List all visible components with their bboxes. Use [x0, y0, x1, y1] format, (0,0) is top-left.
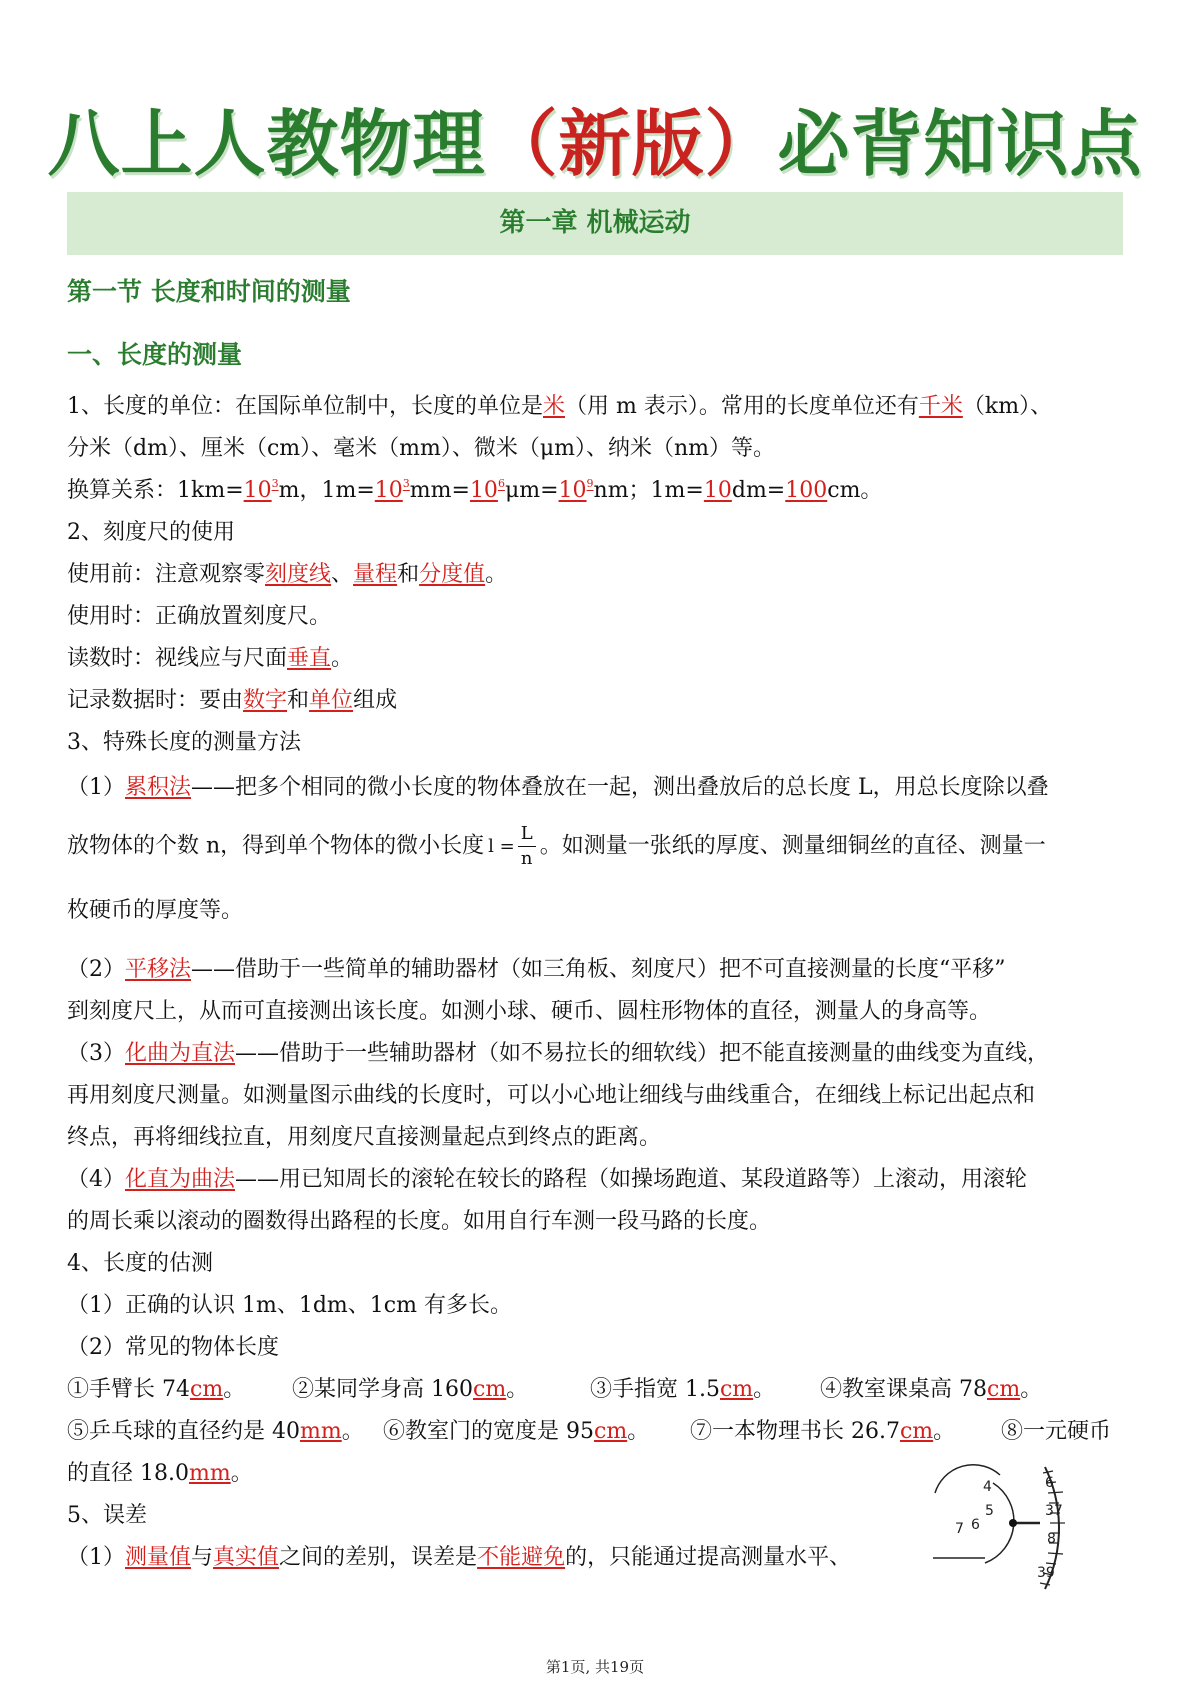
- dial-pivot: [1009, 1519, 1017, 1527]
- formula-l-over-n: l = $\frac{L}{n}$: [488, 822, 536, 871]
- ruler-during: 使用时：正确放置刻度尺。: [67, 604, 332, 629]
- svg-text:8: 8: [1047, 1531, 1056, 1547]
- subsection-heading: 一、长度的测量: [67, 340, 243, 369]
- ruler-title: 2、刻度尺的使用: [67, 520, 235, 545]
- svg-text:6: 6: [971, 1517, 980, 1533]
- paragraph-units: 1、长度的单位：在国际单位制中，长度的单位是米（用 m 表示）。常用的长度单位还有千米（km）、: [67, 394, 1053, 419]
- estimate-s2: （2）常见的物体长度: [67, 1335, 279, 1360]
- svg-text:5: 5: [985, 1503, 994, 1519]
- method-1-end: 枚硬币的厚度等。: [67, 898, 244, 923]
- estimate-item-3: ③手指宽 1.5cm。: [590, 1377, 776, 1402]
- estimate-item-6: ⑥教室门的宽度是 95cm。: [383, 1419, 650, 1444]
- estimate-item-2: ②某同学身高 160cm。: [292, 1377, 529, 1402]
- estimate-item-1: ①手臂长 74cm。: [67, 1377, 246, 1402]
- dial-inner-labels: [955, 1479, 994, 1537]
- method-2-cont: 到刻度尺上，从而可直接测出该长度。如测小球、硬币、圆柱形物体的直径，测量人的身高等。: [67, 999, 992, 1024]
- document-title: 八上人教物理（新版）必背知识点: [47, 102, 1143, 186]
- stopwatch-dial-image: [925, 1463, 1105, 1593]
- method-4: （4）化直为曲法——用已知周长的滚轮在较长的路程（如操场跑道、某段道路等）上滚动，用滚轮: [67, 1167, 1028, 1192]
- svg-text:7: 7: [955, 1521, 964, 1537]
- estimate-item-5: ⑤乒乓球的直径约是 40mm。: [67, 1419, 364, 1444]
- conversion-line: 换算关系：$1km=10^3m$，$1m=10^3mm=10^6\mu m=10^9nm$；1m=10dm=100cm。: [67, 477, 883, 503]
- estimate-item-4: ④教室课桌高 78cm。: [820, 1377, 1043, 1402]
- method-3-cont: 再用刻度尺测量。如测量图示曲线的长度时，可以小心地让细线与曲线重合，在细线上标记出起点和: [67, 1083, 1036, 1108]
- estimate-title: 4、长度的估测: [67, 1251, 213, 1276]
- method-1-cont: 放物体的个数 n，得到单个物体的微小长度 l = $\frac{L}{n}$ 。如测量一张纸的厚度、测量细铜丝的直径、测量一: [67, 823, 1046, 869]
- error-title: 5、误差: [67, 1503, 147, 1528]
- svg-text:39: 39: [1037, 1565, 1055, 1581]
- estimate-item-8: ⑧一元硬币: [1001, 1419, 1112, 1444]
- error-line-1: （1）测量值与真实值之间的差别，误差是不能避免的，只能通过提高测量水平、: [67, 1545, 852, 1570]
- estimate-item-8-cont: 的直径 18.0mm。: [67, 1461, 253, 1486]
- method-1: （1）累积法——把多个相同的微小长度的物体叠放在一起，测出叠放后的总长度 L，用总长度除以叠: [67, 775, 1049, 800]
- chapter-heading: 第一章 机械运动: [67, 192, 1123, 255]
- estimate-item-7: ⑦一本物理书长 26.7cm。: [690, 1419, 956, 1444]
- method-4-cont: 的周长乘以滚动的圈数得出路程的长度。如用自行车测一段马路的长度。: [67, 1209, 772, 1234]
- estimate-s1: （1）正确的认识 1m、1dm、1cm 有多长。: [67, 1293, 512, 1318]
- method-2: （2）平移法——借助于一些简单的辅助器材（如三角板、刻度尺）把不可直接测量的长度“平移”: [67, 957, 1006, 982]
- section-heading: 第一节 长度和时间的测量: [67, 277, 351, 306]
- ruler-record: 记录数据时：要由数字和单位组成: [67, 688, 398, 713]
- method-3-end: 终点，再将细线拉直，用刻度尺直接测量起点到终点的距离。: [67, 1125, 662, 1150]
- paragraph-units-2: 分米（dm）、厘米（cm）、毫米（mm）、微米（μm）、纳米（nm）等。: [67, 436, 776, 461]
- svg-text:6: 6: [1045, 1475, 1054, 1491]
- svg-text:37: 37: [1045, 1503, 1063, 1519]
- special-title: 3、特殊长度的测量方法: [67, 730, 301, 755]
- page-footer: 第1页, 共19页: [545, 1658, 645, 1676]
- svg-text:4: 4: [983, 1479, 992, 1495]
- method-3: （3）化曲为直法——借助于一些辅助器材（如不易拉长的细软线）把不能直接测量的曲线变为直线，: [67, 1041, 1050, 1066]
- ruler-before: 使用前：注意观察零刻度线、量程和分度值。: [67, 562, 508, 587]
- ruler-read: 读数时：视线应与尺面垂直。: [67, 646, 354, 671]
